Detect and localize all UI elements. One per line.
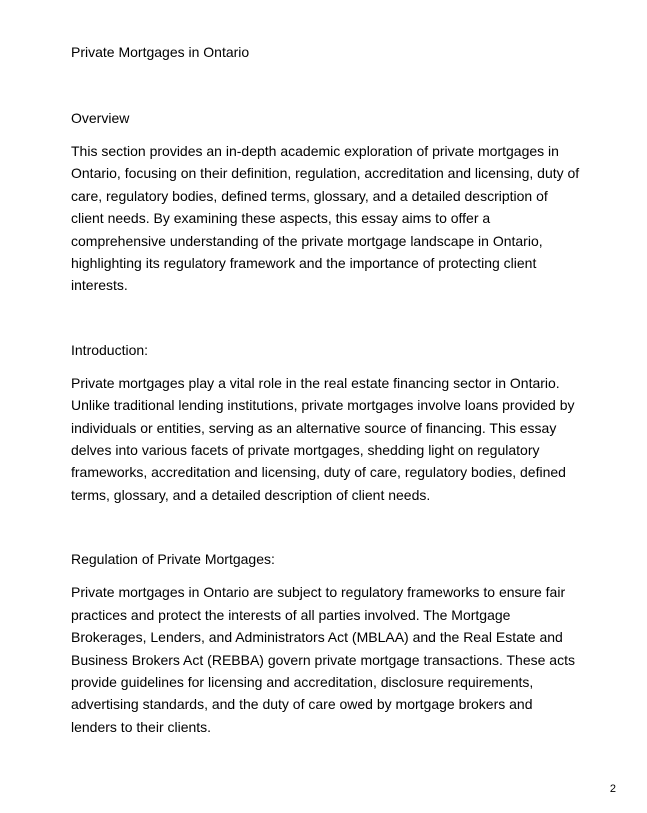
spacer: [71, 297, 581, 341]
spacer: [71, 359, 581, 372]
section-heading-overview: Overview: [71, 110, 130, 126]
page-number: 2: [609, 783, 616, 795]
section-body-regulation: Private mortgages in Ontario are subject to regulatory frameworks to ensure fair practices and protect the interests of all parties involved. The Mortgage Brokerages, Lenders, and Administrators Act (MBLAA) and the Real Estate and Business Brokers Act (REBBA) govern private mortgage transactions. These acts provide guidelines for licensing and accreditation, disclosure requirements, advertising standards, and the duty of care owed by mortgage brokers and lenders to their clients.: [71, 584, 575, 735]
spacer: [71, 506, 581, 550]
document-content: [71, 43, 581, 738]
spacer: [71, 568, 581, 581]
spacer: [71, 61, 581, 109]
section-heading-introduction: Introduction:: [71, 341, 149, 358]
section-body-overview: This section provides an in-depth academic exploration of private mortgages in Ontario, focusing on their definition, regulation, accreditation and licensing, duty of care, regulatory bodies, defined terms, glossary, and a detailed description of client needs. By examining these aspects, this essay aims to offer a comprehensive understanding of the private mortgage landscape in Ontario, highlighting its regulatory framework and the importance of protecting client interests.: [71, 143, 580, 294]
document-title: Private Mortgages in Ontario: [71, 44, 250, 60]
section-body-introduction: Private mortgages play a vital role in the real estate financing sector in Ontario. Unlike traditional lending institutions, private mortgages involve loans provided by individuals or entities, serving as an alternative source of financing. This essay delves into various facets of private mortgages, shedding light on regulatory frameworks, accreditation and licensing, duty of care, regulatory bodies, defined terms, glossary, and a detailed description of client needs.: [71, 374, 575, 503]
spacer: [71, 127, 581, 140]
section-heading-regulation: Regulation of Private Mortgages:: [71, 551, 275, 568]
